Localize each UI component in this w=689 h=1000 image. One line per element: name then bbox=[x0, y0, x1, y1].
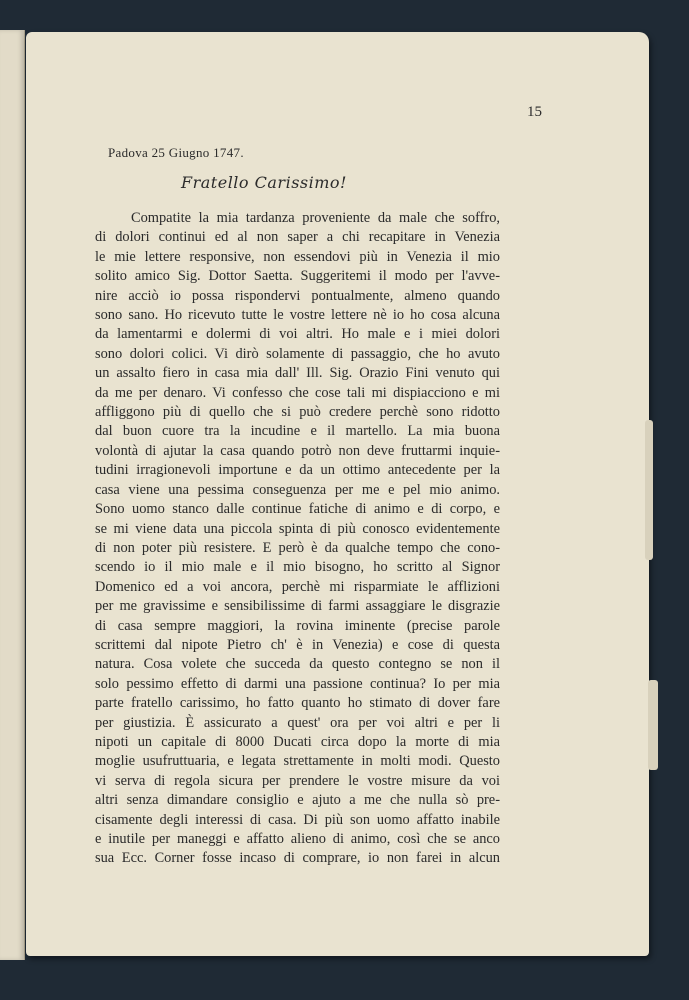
text-line: cisamente degli interessi di casa. Di più son uomo affatto inabile bbox=[95, 811, 500, 828]
text-line: da lamentarmi e dolermi di voi altri. Ho male e i miei dolori bbox=[95, 326, 500, 343]
text-line: Sono uomo stanco dalle continue fatiche di animo e di corpo, e bbox=[95, 501, 500, 518]
page-tear bbox=[645, 420, 653, 560]
text-line: di casa sempre maggiori, la rovina iminente (precise parole bbox=[95, 617, 500, 634]
text-line: natura. Cosa volete che succeda da questo contegno se non il bbox=[95, 656, 500, 673]
text-line: casa viene una pessima conseguenza per me e pel mio animo. bbox=[95, 481, 500, 498]
text-line: le mie lettere responsive, non essendovi più in Venezia il mio bbox=[95, 248, 500, 265]
text-line: se mi viene data una piccola spinta di più conosco evidentemente bbox=[95, 520, 500, 537]
text-line: solo pessimo effetto di darmi una passione continua? Io per mia bbox=[95, 675, 500, 692]
text-line: per me gravissime e sensibilissime di farmi assaggiare le disgrazie bbox=[95, 598, 500, 615]
text-line: per giustizia. È assicurato a quest' ora per voi altri e per li bbox=[95, 714, 500, 731]
text-line: di non poter più resistere. E però è da qualche tempo che cono- bbox=[95, 539, 500, 556]
previous-page-edge bbox=[0, 30, 25, 960]
text-line: volontà di ajutar la casa quando potrò non deve fruttarmi inquie- bbox=[95, 442, 500, 459]
text-line: di dolori continui ed al non saper a chi recapitare in Venezia bbox=[95, 229, 500, 246]
page-number: 15 bbox=[527, 104, 542, 120]
text-line: sono dolori colici. Vi dirò solamente di passaggio, che ho avuto bbox=[95, 345, 500, 362]
text-line: nire acciò io possa rispondervi pontualmente, almeno quando bbox=[95, 287, 500, 304]
text-line: Domenico ed a voi ancora, perchè mi risparmiate le afflizioni bbox=[95, 578, 500, 595]
text-line: moglie usufruttuaria, e legata strettamente in molti modi. Questo bbox=[95, 753, 500, 770]
text-line: dal buon cuore tra la incudine e il martello. La mia buona bbox=[95, 423, 500, 440]
text-line: affliggono più di quello che si può credere perchè sono ridotto bbox=[95, 404, 500, 421]
page-tear bbox=[648, 680, 658, 770]
text-line: altri senza dimandare consiglio e ajuto a me che nulla sò pre- bbox=[95, 792, 500, 809]
letter-body bbox=[95, 209, 500, 869]
text-line: parte fratello carissimo, ho fatto quanto ho stimato di dover fare bbox=[95, 695, 500, 712]
letter-salutation: Fratello Carissimo! bbox=[181, 173, 347, 192]
text-line: scendo io il mio male e il mio bisogno, ho scritto al Signor bbox=[95, 559, 500, 576]
text-line: nipoti un capitale di 8000 Ducati circa dopo la morte di mia bbox=[95, 733, 500, 750]
text-line: tudini irragionevoli importune e da un ottimo antecedente per la bbox=[95, 462, 500, 479]
text-line: da me per denaro. Vi confesso che cose tali mi dispiacciono e mi bbox=[95, 384, 500, 401]
text-line: Compatite la mia tardanza proveniente da male che soffro, bbox=[131, 210, 500, 226]
text-line: un assalto fiero in casa mia dall' Ill. Sig. Orazio Fini venuto qui bbox=[95, 365, 500, 382]
text-line: solito amico Sig. Dottor Saetta. Suggeritemi il modo per l'avve- bbox=[95, 268, 500, 285]
text-line: sua Ecc. Corner fosse incaso di comprare, io non farei in alcun bbox=[95, 850, 500, 867]
text-line: sono sano. Ho ricevuto tutte le vostre lettere nè io ho cosa alcuna bbox=[95, 307, 500, 324]
text-line: scrittemi dal nipote Pietro ch' è in Venezia) e cose di questa bbox=[95, 636, 500, 653]
text-line: vi serva di regola sicura per prendere le vostre misure da voi bbox=[95, 772, 500, 789]
text-line: e inutile per maneggi e affatto alieno di animo, così che se anco bbox=[95, 831, 500, 847]
letter-dateline: Padova 25 Giugno 1747. bbox=[108, 145, 244, 160]
